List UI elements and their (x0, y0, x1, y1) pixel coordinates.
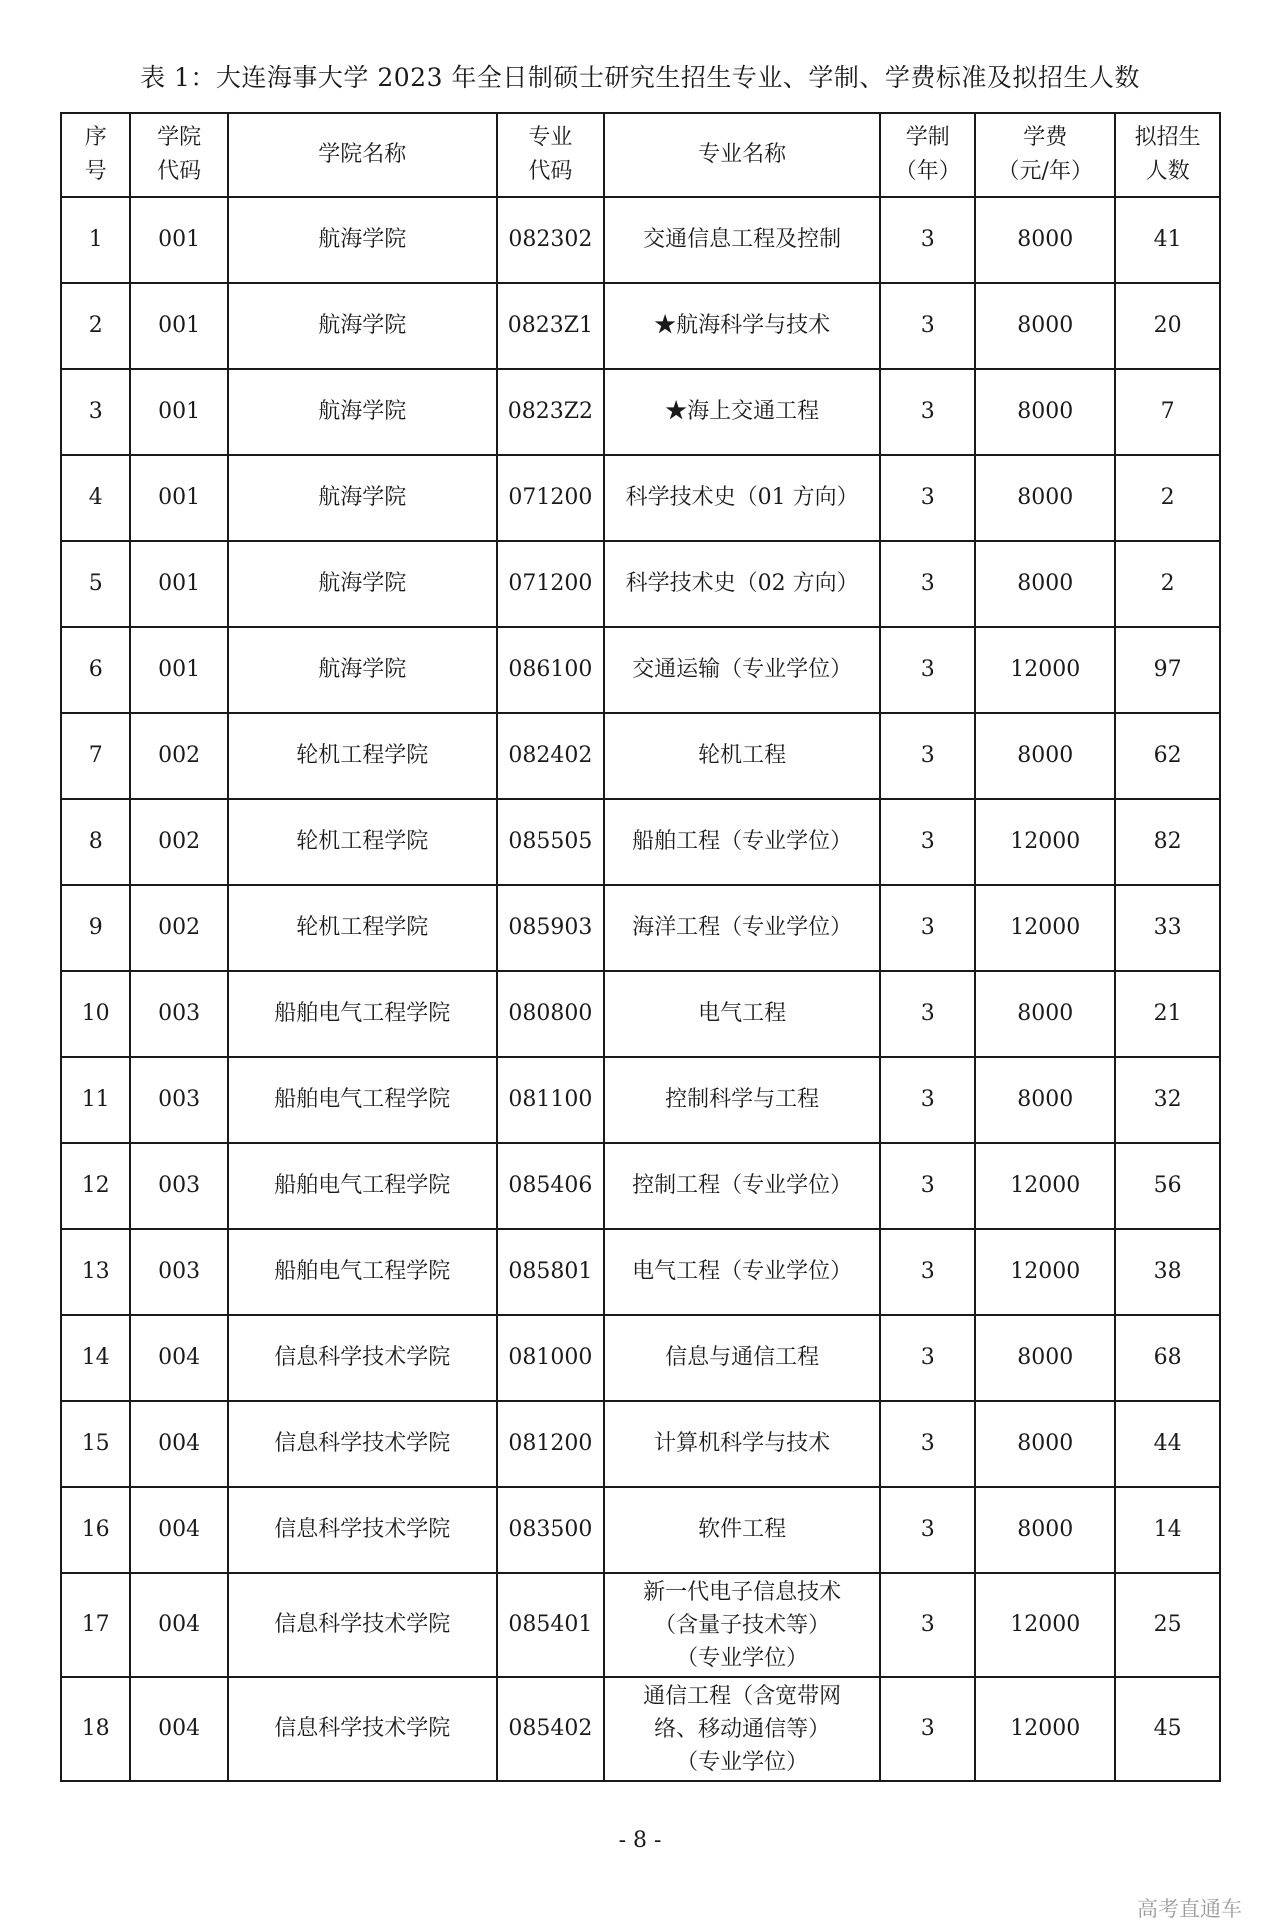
cell-major-code: 081000 (497, 1315, 604, 1401)
table-row (61, 541, 1220, 627)
cell-major-code: 0823Z2 (497, 369, 604, 455)
cell-quota: 2 (1115, 455, 1220, 541)
major-name-line: （专业学位） (676, 1749, 809, 1775)
cell-seq: 13 (61, 1229, 130, 1315)
cell-duration: 3 (880, 1229, 975, 1315)
cell-school-code: 002 (130, 885, 227, 971)
table-row (61, 1315, 1220, 1401)
cell-school-name: 航海学院 (228, 283, 497, 369)
cell-tuition: 12000 (975, 1573, 1115, 1677)
cell-major-name: 控制科学与工程 (604, 1057, 880, 1143)
cell-school-name: 轮机工程学院 (228, 799, 497, 885)
cell-tuition: 8000 (975, 369, 1115, 455)
table-row (61, 283, 1220, 369)
major-name-line: 新一代电子信息技术 (643, 1579, 842, 1605)
table-row (61, 369, 1220, 455)
cell-school-name: 信息科学技术学院 (228, 1315, 497, 1401)
cell-school-code: 001 (130, 541, 227, 627)
cell-school-code: 004 (130, 1315, 227, 1401)
cell-major-name: 交通信息工程及控制 (604, 197, 880, 283)
cell-school-name: 船舶电气工程学院 (228, 1143, 497, 1229)
cell-school-name: 航海学院 (228, 455, 497, 541)
cell-quota: 21 (1115, 971, 1220, 1057)
cell-tuition: 12000 (975, 799, 1115, 885)
cell-major-code: 0823Z1 (497, 283, 604, 369)
cell-major-name: 计算机科学与技术 (604, 1401, 880, 1487)
table-row (61, 1573, 1220, 1677)
cell-duration: 3 (880, 1487, 975, 1573)
cell-seq: 2 (61, 283, 130, 369)
cell-school-code: 001 (130, 197, 227, 283)
cell-duration: 3 (880, 627, 975, 713)
cell-tuition: 8000 (975, 971, 1115, 1057)
cell-tuition: 8000 (975, 541, 1115, 627)
cell-major-name: 科学技术史（01 方向） (604, 455, 880, 541)
cell-major-name: 船舶工程（专业学位） (604, 799, 880, 885)
cell-duration: 3 (880, 1573, 975, 1677)
cell-school-code: 001 (130, 283, 227, 369)
table-row (61, 455, 1220, 541)
header-quota: 拟招生 人数 (1115, 113, 1220, 197)
major-name-line: 通信工程（含宽带网 (643, 1683, 842, 1709)
cell-duration: 3 (880, 1143, 975, 1229)
cell-school-code: 001 (130, 627, 227, 713)
table-row (61, 197, 1220, 283)
cell-duration: 3 (880, 799, 975, 885)
cell-major-name: ★海上交通工程 (604, 369, 880, 455)
cell-major-code: 085505 (497, 799, 604, 885)
cell-quota: 68 (1115, 1315, 1220, 1401)
cell-school-code: 001 (130, 369, 227, 455)
cell-duration: 3 (880, 541, 975, 627)
cell-major-name: ★航海科学与技术 (604, 283, 880, 369)
cell-major-code: 082402 (497, 713, 604, 799)
cell-quota: 14 (1115, 1487, 1220, 1573)
table-row (61, 1677, 1220, 1781)
cell-tuition: 12000 (975, 1143, 1115, 1229)
cell-major-name: 科学技术史（02 方向） (604, 541, 880, 627)
page-title: 表 1：大连海事大学 2023 年全日制硕士研究生招生专业、学制、学费标准及拟招生人数 (140, 63, 1140, 92)
cell-school-code: 003 (130, 1229, 227, 1315)
table-row (61, 713, 1220, 799)
table-header-row (61, 113, 1220, 197)
cell-school-name: 信息科学技术学院 (228, 1573, 497, 1677)
watermark: 高考直通车 (1137, 1897, 1242, 1921)
cell-school-code: 002 (130, 713, 227, 799)
cell-school-name: 船舶电气工程学院 (228, 971, 497, 1057)
table-row (61, 1401, 1220, 1487)
cell-school-name: 信息科学技术学院 (228, 1487, 497, 1573)
cell-seq: 8 (61, 799, 130, 885)
cell-duration: 3 (880, 197, 975, 283)
cell-tuition: 8000 (975, 197, 1115, 283)
cell-major-code: 081100 (497, 1057, 604, 1143)
major-name-line: 络、移动通信等） (654, 1716, 831, 1742)
table-row (61, 971, 1220, 1057)
cell-quota: 33 (1115, 885, 1220, 971)
header-school-code: 学院 代码 (130, 113, 227, 197)
cell-duration: 3 (880, 1315, 975, 1401)
cell-school-code: 001 (130, 455, 227, 541)
table-row (61, 1143, 1220, 1229)
header-duration: 学制 （年） (880, 113, 975, 197)
cell-major-code: 085401 (497, 1573, 604, 1677)
cell-duration: 3 (880, 1401, 975, 1487)
cell-major-code: 082302 (497, 197, 604, 283)
cell-major-code: 080800 (497, 971, 604, 1057)
cell-major-code: 081200 (497, 1401, 604, 1487)
cell-tuition: 12000 (975, 885, 1115, 971)
cell-tuition: 12000 (975, 1677, 1115, 1781)
cell-quota: 44 (1115, 1401, 1220, 1487)
cell-quota: 25 (1115, 1573, 1220, 1677)
major-name-line: （专业学位） (676, 1645, 809, 1671)
cell-school-name: 航海学院 (228, 627, 497, 713)
cell-seq: 7 (61, 713, 130, 799)
cell-seq: 3 (61, 369, 130, 455)
cell-school-name: 轮机工程学院 (228, 885, 497, 971)
cell-major-code: 085402 (497, 1677, 604, 1781)
header-tuition: 学费 （元/年） (975, 113, 1115, 197)
header-seq: 序 号 (61, 113, 130, 197)
cell-quota: 2 (1115, 541, 1220, 627)
cell-tuition: 8000 (975, 1487, 1115, 1573)
cell-duration: 3 (880, 1677, 975, 1781)
cell-quota: 62 (1115, 713, 1220, 799)
cell-school-code: 004 (130, 1677, 227, 1781)
cell-major-name: 交通运输（专业学位） (604, 627, 880, 713)
cell-seq: 11 (61, 1057, 130, 1143)
header-major-code: 专业 代码 (497, 113, 604, 197)
cell-school-code: 004 (130, 1573, 227, 1677)
table-row (61, 1487, 1220, 1573)
cell-quota: 41 (1115, 197, 1220, 283)
cell-quota: 45 (1115, 1677, 1220, 1781)
cell-major-name: 轮机工程 (604, 713, 880, 799)
cell-duration: 3 (880, 369, 975, 455)
cell-tuition: 8000 (975, 455, 1115, 541)
cell-school-code: 002 (130, 799, 227, 885)
table-row (61, 1057, 1220, 1143)
cell-quota: 20 (1115, 283, 1220, 369)
cell-seq: 17 (61, 1573, 130, 1677)
cell-tuition: 8000 (975, 1401, 1115, 1487)
cell-seq: 12 (61, 1143, 130, 1229)
table-row (61, 1229, 1220, 1315)
cell-major-code: 086100 (497, 627, 604, 713)
cell-school-name: 航海学院 (228, 197, 497, 283)
cell-quota: 7 (1115, 369, 1220, 455)
header-school-name: 学院名称 (228, 113, 497, 197)
cell-seq: 18 (61, 1677, 130, 1781)
cell-tuition: 8000 (975, 283, 1115, 369)
cell-major-name: 电气工程（专业学位） (604, 1229, 880, 1315)
cell-major-code: 085903 (497, 885, 604, 971)
cell-duration: 3 (880, 283, 975, 369)
cell-school-name: 信息科学技术学院 (228, 1677, 497, 1781)
cell-school-name: 船舶电气工程学院 (228, 1229, 497, 1315)
cell-major-code: 071200 (497, 455, 604, 541)
cell-major-code: 085801 (497, 1229, 604, 1315)
cell-duration: 3 (880, 1057, 975, 1143)
cell-seq: 5 (61, 541, 130, 627)
cell-seq: 9 (61, 885, 130, 971)
cell-major-name: 信息与通信工程 (604, 1315, 880, 1401)
cell-major-name: 电气工程 (604, 971, 880, 1057)
cell-school-code: 003 (130, 1057, 227, 1143)
cell-school-code: 003 (130, 1143, 227, 1229)
cell-seq: 15 (61, 1401, 130, 1487)
cell-seq: 4 (61, 455, 130, 541)
major-name-line: （含量子技术等） (654, 1612, 831, 1638)
cell-tuition: 8000 (975, 713, 1115, 799)
cell-seq: 6 (61, 627, 130, 713)
cell-school-code: 003 (130, 971, 227, 1057)
header-major-name: 专业名称 (604, 113, 880, 197)
cell-seq: 1 (61, 197, 130, 283)
cell-quota: 38 (1115, 1229, 1220, 1315)
cell-quota: 97 (1115, 627, 1220, 713)
cell-duration: 3 (880, 971, 975, 1057)
cell-major-name: 控制工程（专业学位） (604, 1143, 880, 1229)
cell-major-code: 083500 (497, 1487, 604, 1573)
cell-tuition: 12000 (975, 627, 1115, 713)
cell-major-name: 海洋工程（专业学位） (604, 885, 880, 971)
cell-school-code: 004 (130, 1401, 227, 1487)
cell-seq: 10 (61, 971, 130, 1057)
page-number: - 8 - (618, 1828, 662, 1853)
cell-duration: 3 (880, 885, 975, 971)
cell-school-name: 船舶电气工程学院 (228, 1057, 497, 1143)
cell-tuition: 8000 (975, 1057, 1115, 1143)
cell-tuition: 12000 (975, 1229, 1115, 1315)
cell-major-name (604, 1677, 880, 1781)
enrollment-table (60, 112, 1221, 1782)
cell-seq: 14 (61, 1315, 130, 1401)
cell-school-name: 信息科学技术学院 (228, 1401, 497, 1487)
cell-school-code: 004 (130, 1487, 227, 1573)
table-row (61, 799, 1220, 885)
cell-duration: 3 (880, 455, 975, 541)
cell-quota: 56 (1115, 1143, 1220, 1229)
cell-major-code: 071200 (497, 541, 604, 627)
cell-duration: 3 (880, 713, 975, 799)
cell-quota: 82 (1115, 799, 1220, 885)
cell-tuition: 8000 (975, 1315, 1115, 1401)
cell-quota: 32 (1115, 1057, 1220, 1143)
cell-seq: 16 (61, 1487, 130, 1573)
cell-school-name: 航海学院 (228, 541, 497, 627)
table-row (61, 885, 1220, 971)
cell-major-name (604, 1573, 880, 1677)
cell-major-code: 085406 (497, 1143, 604, 1229)
cell-school-name: 航海学院 (228, 369, 497, 455)
cell-school-name: 轮机工程学院 (228, 713, 497, 799)
cell-major-name: 软件工程 (604, 1487, 880, 1573)
table-row (61, 627, 1220, 713)
